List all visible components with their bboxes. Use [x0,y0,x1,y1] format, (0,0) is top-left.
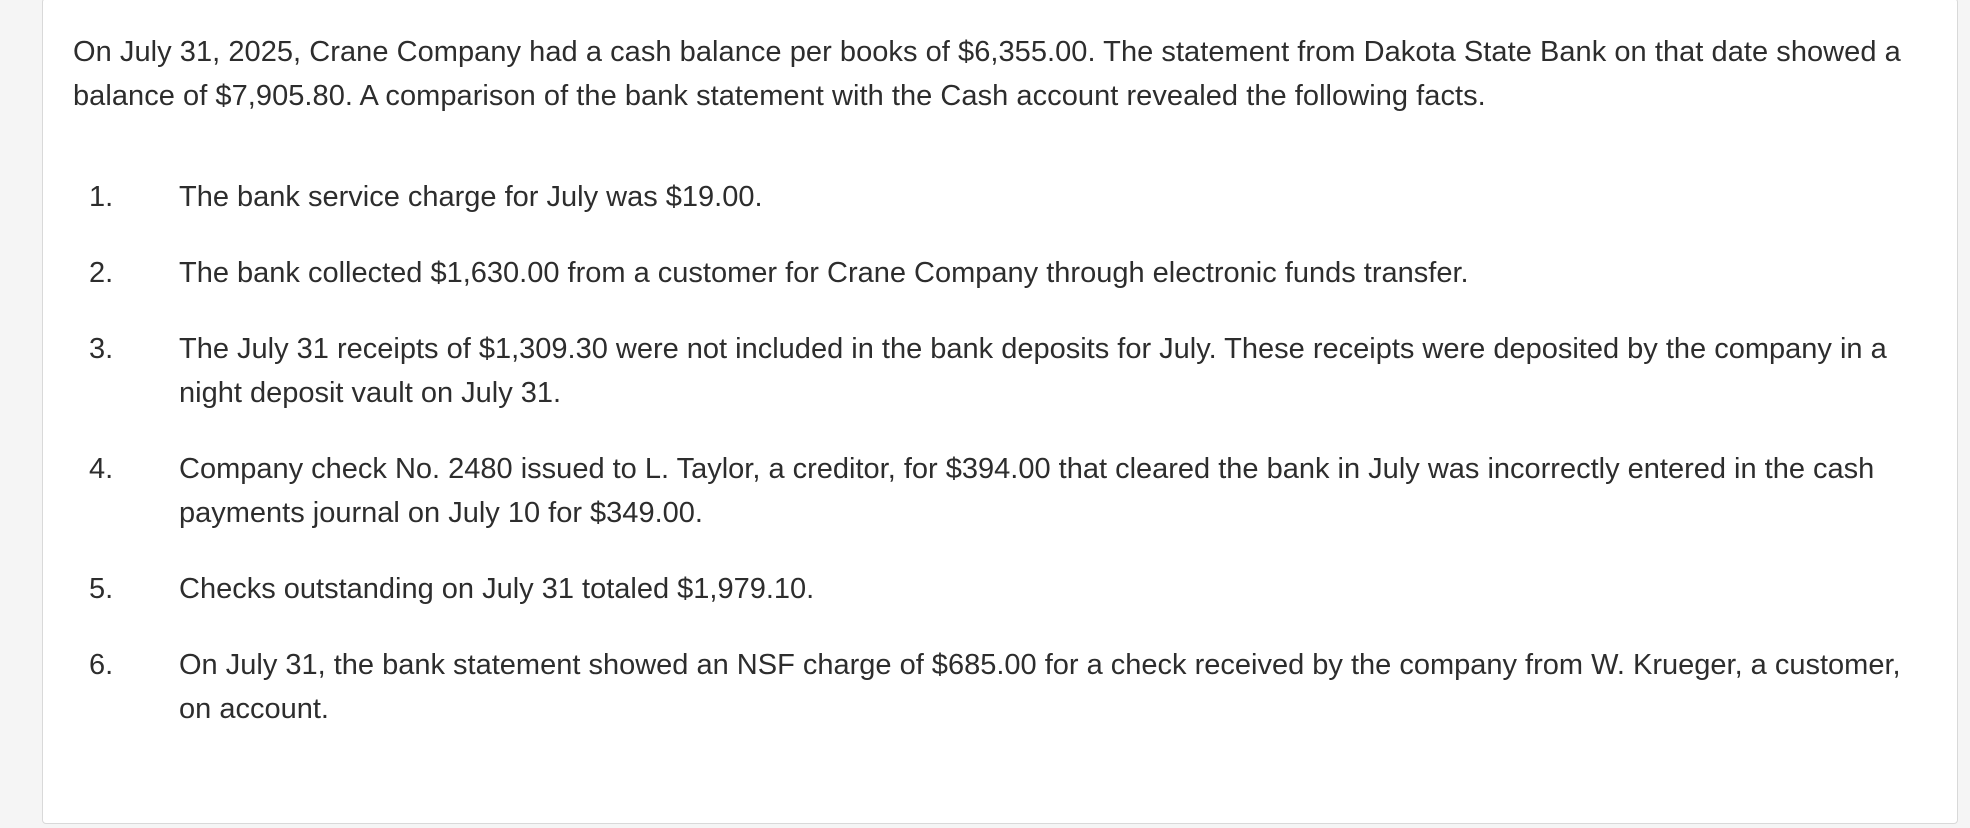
fact-item [73,327,1933,415]
fact-item [73,567,1933,611]
fact-text: On July 31, the bank statement showed an NSF charge of $685.00 for a check received by the company from W. Krueger, a customer, on account. [179,649,1901,725]
fact-text: The bank collected $1,630.00 from a customer for Crane Company through electronic funds transfer. [179,257,1469,289]
fact-number: 1. [89,181,114,213]
fact-text: Checks outstanding on July 31 totaled $1,979.10. [179,573,815,605]
fact-number: 5. [89,573,114,605]
fact-number: 6. [89,649,114,681]
fact-number: 2. [89,257,114,289]
fact-text: The July 31 receipts of $1,309.30 were not included in the bank deposits for July. These receipts were deposited by the company in a night deposit vault on July 31. [179,333,1887,409]
intro-paragraph: On July 31, 2025, Crane Company had a cash balance per books of $6,355.00. The statement from Dakota State Bank on that date showed a balance of $7,905.80. A comparison of the bank statement with the Cash account revealed the following facts. [73,36,1901,112]
fact-number: 3. [89,333,114,365]
fact-number: 4. [89,453,114,485]
problem-card [42,0,1958,824]
fact-item [73,643,1933,731]
facts-list [73,175,1933,763]
fact-item [73,447,1933,535]
fact-text: The bank service charge for July was $19.00. [179,181,763,213]
fact-item [73,175,1933,219]
fact-item [73,251,1933,295]
fact-text: Company check No. 2480 issued to L. Taylor, a creditor, for $394.00 that cleared the bank in July was incorrectly entered in the cash payments journal on July 10 for $349.00. [179,453,1875,529]
